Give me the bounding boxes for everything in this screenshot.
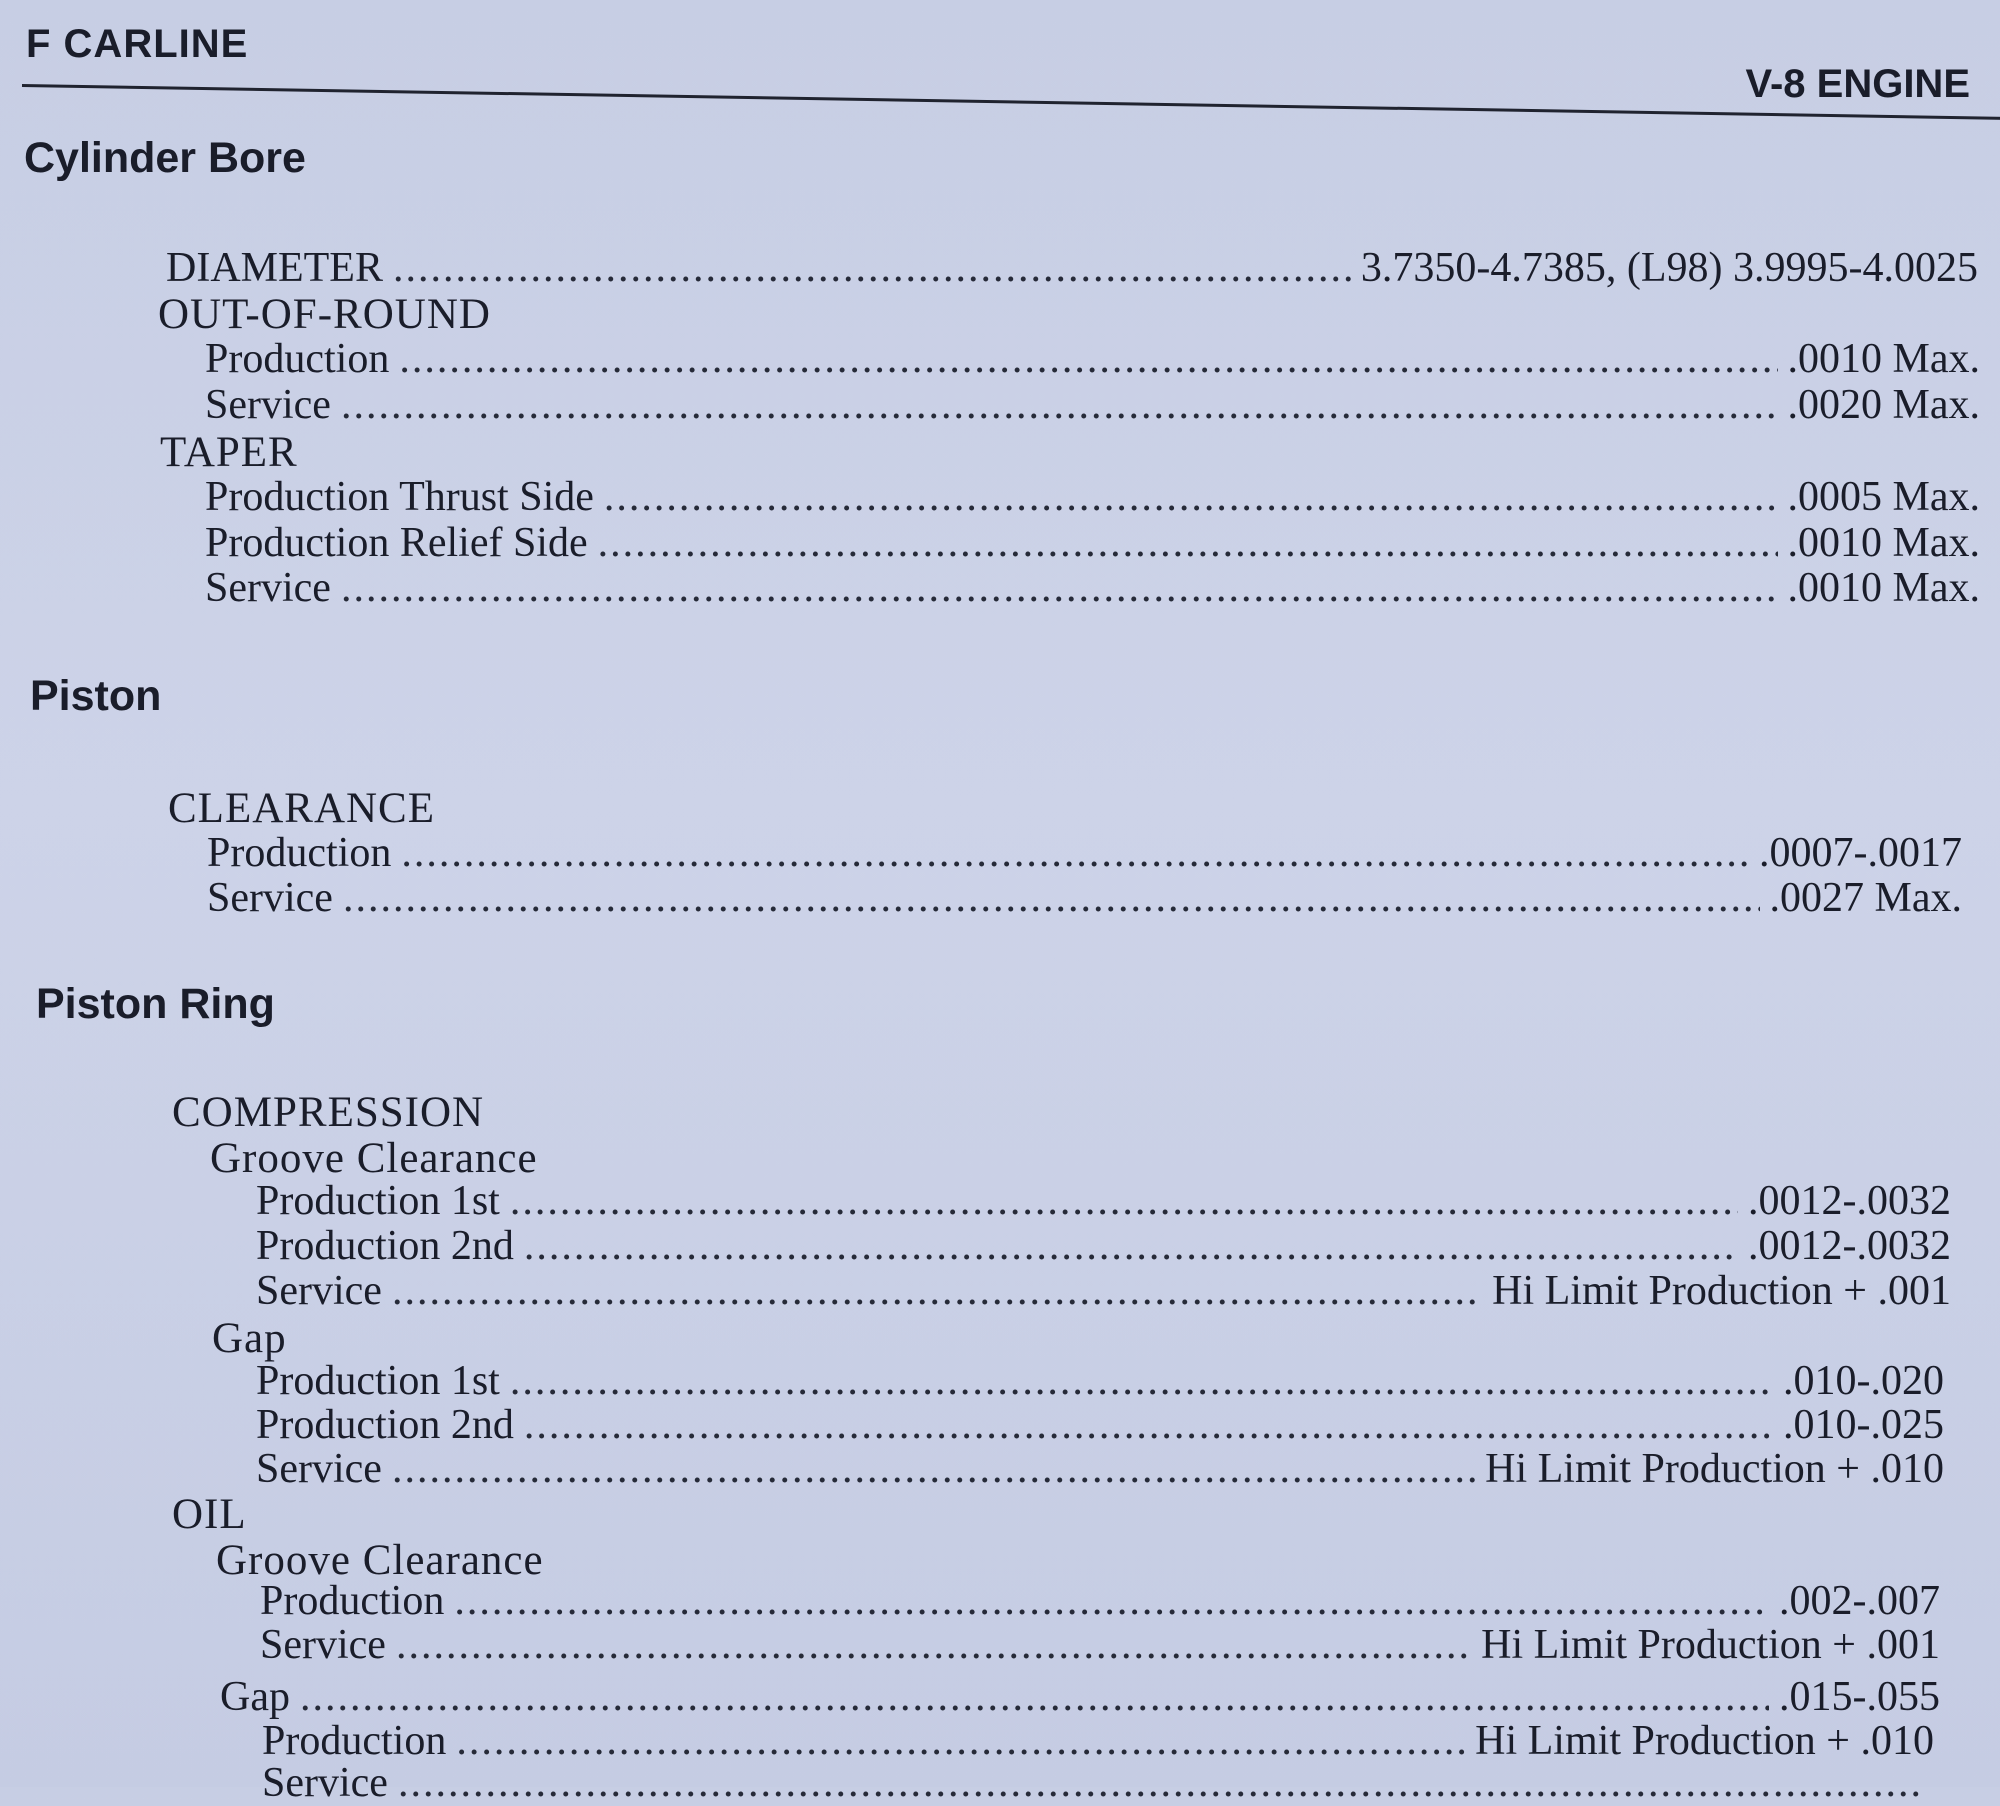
spec-value: .0020 Max.: [1787, 382, 1980, 428]
section-title-cylinder-bore: Cylinder Bore: [24, 134, 306, 182]
dot-leader: [524, 1225, 1738, 1267]
spec-value: 3.7350-4.7385, (L98) 3.9995-4.0025: [1360, 245, 1978, 291]
dot-leader: [341, 567, 1778, 609]
spec-value: .0027 Max.: [1769, 875, 1962, 921]
spec-value: .0005 Max.: [1787, 474, 1980, 520]
spec-label: Production 1st: [256, 1178, 500, 1224]
spec-row-oil-gap-prod: [262, 1720, 1934, 1762]
spec-row-comp-gap-service: [256, 1448, 1944, 1490]
dot-leader: [398, 1762, 1924, 1804]
spec-label: Production 2nd: [256, 1223, 514, 1269]
spec-value: .0007-.0017: [1759, 830, 1962, 876]
spec-value: .0012-.0032: [1748, 1178, 1951, 1224]
dot-leader: [604, 476, 1778, 518]
spec-label: Production 1st: [256, 1358, 500, 1404]
spec-value: .0010 Max.: [1787, 565, 1980, 611]
section-title-piston-ring: Piston Ring: [36, 980, 275, 1028]
spec-value: .015-.055: [1779, 1674, 1940, 1720]
spec-label: Production Thrust Side: [205, 474, 594, 520]
spec-row-oor-service: [205, 384, 1980, 426]
group-label-oil-groove: Groove Clearance: [216, 1537, 544, 1584]
group-label-taper: TAPER: [160, 429, 298, 476]
spec-label: Gap: [220, 1674, 290, 1720]
dot-leader: [341, 384, 1778, 426]
dot-leader: [399, 338, 1777, 380]
header-rule: [22, 84, 2000, 120]
spec-label: Production: [260, 1578, 445, 1624]
dot-leader: [393, 247, 1351, 289]
spec-row-piston-production: [207, 832, 1962, 874]
group-label-out-of-round: OUT-OF-ROUND: [158, 291, 491, 338]
spec-row-taper-thrust: [205, 476, 1980, 518]
dot-leader: [401, 832, 1749, 874]
dot-leader: [524, 1404, 1773, 1446]
spec-value: .0010 Max.: [1787, 520, 1980, 566]
spec-value: .002-.007: [1779, 1578, 1940, 1624]
spec-row-oil-groove-prod: [260, 1580, 1940, 1622]
spec-row-comp-gap-prod1: [256, 1360, 1944, 1402]
group-label-compression-gap: Gap: [212, 1315, 287, 1362]
dot-leader: [343, 877, 1760, 919]
spec-row-comp-groove-service: [256, 1270, 1951, 1312]
spec-value: Hi Limit Production + .010: [1485, 1446, 1944, 1492]
spec-row-comp-groove-prod1: [256, 1180, 1951, 1222]
spec-value: .0012-.0032: [1748, 1223, 1951, 1269]
spec-value: .010-.020: [1783, 1358, 1944, 1404]
spec-label: Service: [256, 1446, 382, 1492]
spec-row-diameter: [166, 247, 1978, 289]
dot-leader: [392, 1270, 1482, 1312]
group-label-compression-groove: Groove Clearance: [210, 1135, 538, 1182]
spec-label: Production: [262, 1718, 447, 1764]
spec-row-piston-service: [207, 877, 1962, 919]
dot-leader: [510, 1360, 1773, 1402]
dot-leader: [454, 1580, 1769, 1622]
spec-label: Production 2nd: [256, 1402, 514, 1448]
spec-label: Service: [205, 565, 331, 611]
spec-row-oor-production: [205, 338, 1980, 380]
spec-value: Hi Limit Production + .010: [1475, 1718, 1934, 1764]
engine-title: V-8 ENGINE: [1745, 62, 1970, 106]
page-header: [0, 0, 2000, 130]
group-label-compression: COMPRESSION: [172, 1089, 485, 1136]
dot-leader: [510, 1180, 1738, 1222]
spec-row-taper-relief: [205, 522, 1980, 564]
spec-label: Production: [207, 830, 392, 876]
carline-title: F CARLINE: [26, 22, 249, 66]
spec-row-comp-groove-prod2: [256, 1225, 1951, 1267]
spec-label: Service: [262, 1760, 388, 1806]
dot-leader: [456, 1720, 1465, 1762]
group-label-clearance: CLEARANCE: [168, 785, 435, 832]
spec-label: Service: [205, 382, 331, 428]
spec-value: Hi Limit Production + .001: [1481, 1622, 1940, 1668]
group-label-oil: OIL: [172, 1491, 247, 1538]
spec-label: DIAMETER: [166, 245, 383, 291]
spec-label: Service: [256, 1268, 382, 1314]
spec-value: .0010 Max.: [1787, 336, 1980, 382]
dot-leader: [396, 1624, 1471, 1666]
spec-label: Production Relief Side: [205, 520, 588, 566]
spec-label: Service: [260, 1622, 386, 1668]
dot-leader: [392, 1448, 1475, 1490]
spec-value: Hi Limit Production + .001: [1492, 1268, 1951, 1314]
dot-leader: [598, 522, 1778, 564]
spec-value: .010-.025: [1783, 1402, 1944, 1448]
dot-leader: [300, 1676, 1769, 1718]
spec-row-oil-groove-service: [260, 1624, 1940, 1666]
spec-row-comp-gap-prod2: [256, 1404, 1944, 1446]
spec-row-oil-gap-service: [262, 1762, 1934, 1804]
spec-row-taper-service: [205, 567, 1980, 609]
spec-label: Service: [207, 875, 333, 921]
spec-label: Production: [205, 336, 390, 382]
spec-row-oil-gap: [220, 1676, 1940, 1718]
section-title-piston: Piston: [30, 672, 162, 720]
